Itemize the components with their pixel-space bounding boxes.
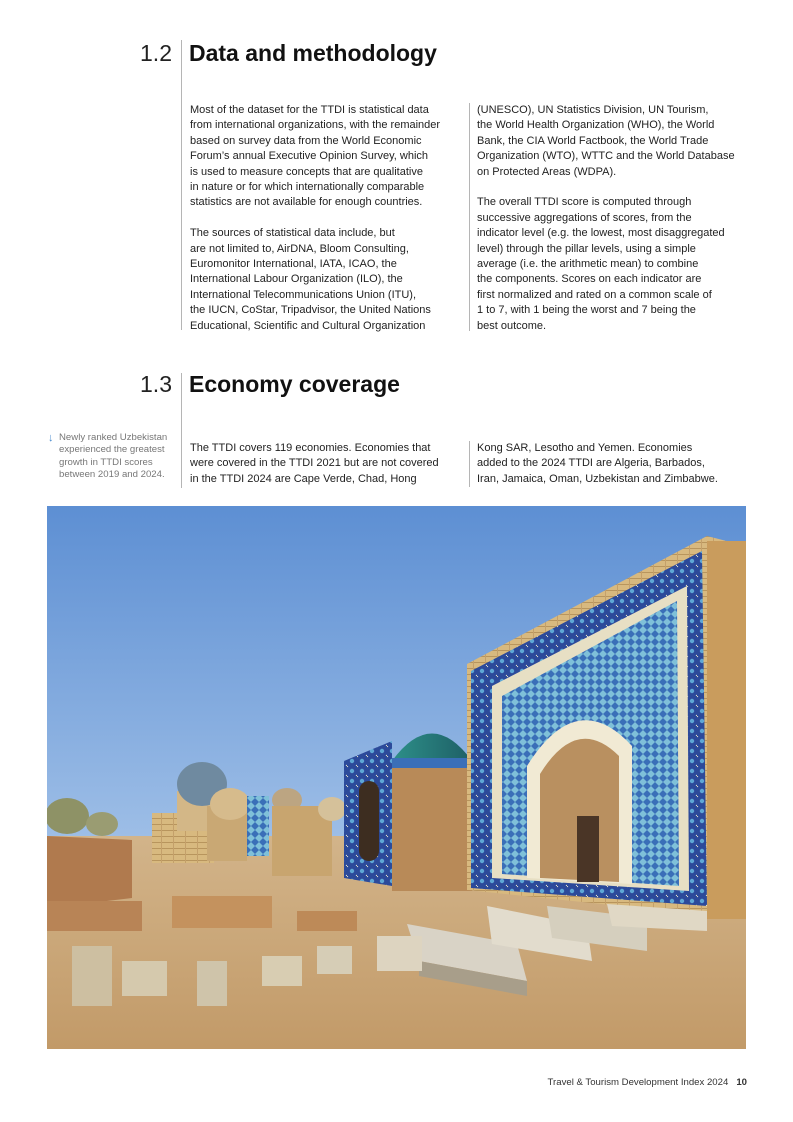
section-number: 1.3 <box>140 371 172 397</box>
side-note-text: Newly ranked Uzbekistan experienced the greatest growth in TTDI scores between 2019 and 2024. <box>59 432 168 481</box>
paragraph: Most of the dataset for the TTDI is statistical data from international organizations, with the remainder based on survey data from the World Economic Forum’s annual Executive Opinion Survey, which is used to measure concepts that are qualitative in nature or for which internationally comparable statistics are not available for enough countries. <box>190 104 441 209</box>
arrow-down-icon: ↓ <box>48 432 54 444</box>
body-column-right <box>477 441 752 487</box>
section-divider <box>181 373 182 488</box>
body-column-left <box>190 441 465 487</box>
section-title: Data and methodology <box>189 40 437 66</box>
section-divider <box>181 40 182 330</box>
body-column-right <box>477 103 752 334</box>
paragraph: The TTDI covers 119 economies. Economies that were covered in the TTDI 2021 but are not covered in the TTDI 2024 are Cape Verde, Chad, Hong <box>190 442 439 485</box>
paragraph: Kong SAR, Lesotho and Yemen. Economies added to the 2024 TTDI are Algeria, Barbados, Iran, Jamaica, Oman, Uzbekistan and Zimbabwe. <box>477 442 718 485</box>
photo-shah-i-zinda <box>47 506 746 1049</box>
paragraph: (UNESCO), UN Statistics Division, UN Tourism, the World Health Organization (WHO), the World Bank, the CIA World Factbook, the World Trade Organization (WTO), WTTC and the World Database on Protected Areas (WDPA). <box>477 104 735 178</box>
page-footer <box>548 1077 747 1088</box>
publication-title: Travel & Tourism Development Index 2024 <box>547 1077 729 1088</box>
paragraph: The overall TTDI score is computed through successive aggregations of scores, from the indicator level (e.g. the lowest, most disaggregated level) through the pillar levels, using a simple average (i.e. the arithmetic mean) to combine the components. Scores on each indicator are first normalized and rated on a common scale of 1 to 7, with 1 being the worst and 7 being the best outcome. <box>477 196 725 332</box>
column-divider <box>469 441 470 487</box>
page-number: 10 <box>736 1077 747 1088</box>
section-number: 1.2 <box>140 40 172 66</box>
body-column-left <box>190 103 465 334</box>
side-note <box>48 432 176 482</box>
section-title: Economy coverage <box>189 371 400 397</box>
column-divider <box>469 103 470 331</box>
paragraph: The sources of statistical data include, but are not limited to, AirDNA, Bloom Consulting, Euromonitor International, IATA, ICAO, the International Labour Organization (ILO), the International Telecommunications Union (ITU), the IUCN, CoStar, Tripadvisor, the United Nations Educational, Scientific and Cultural Organization <box>190 227 431 332</box>
